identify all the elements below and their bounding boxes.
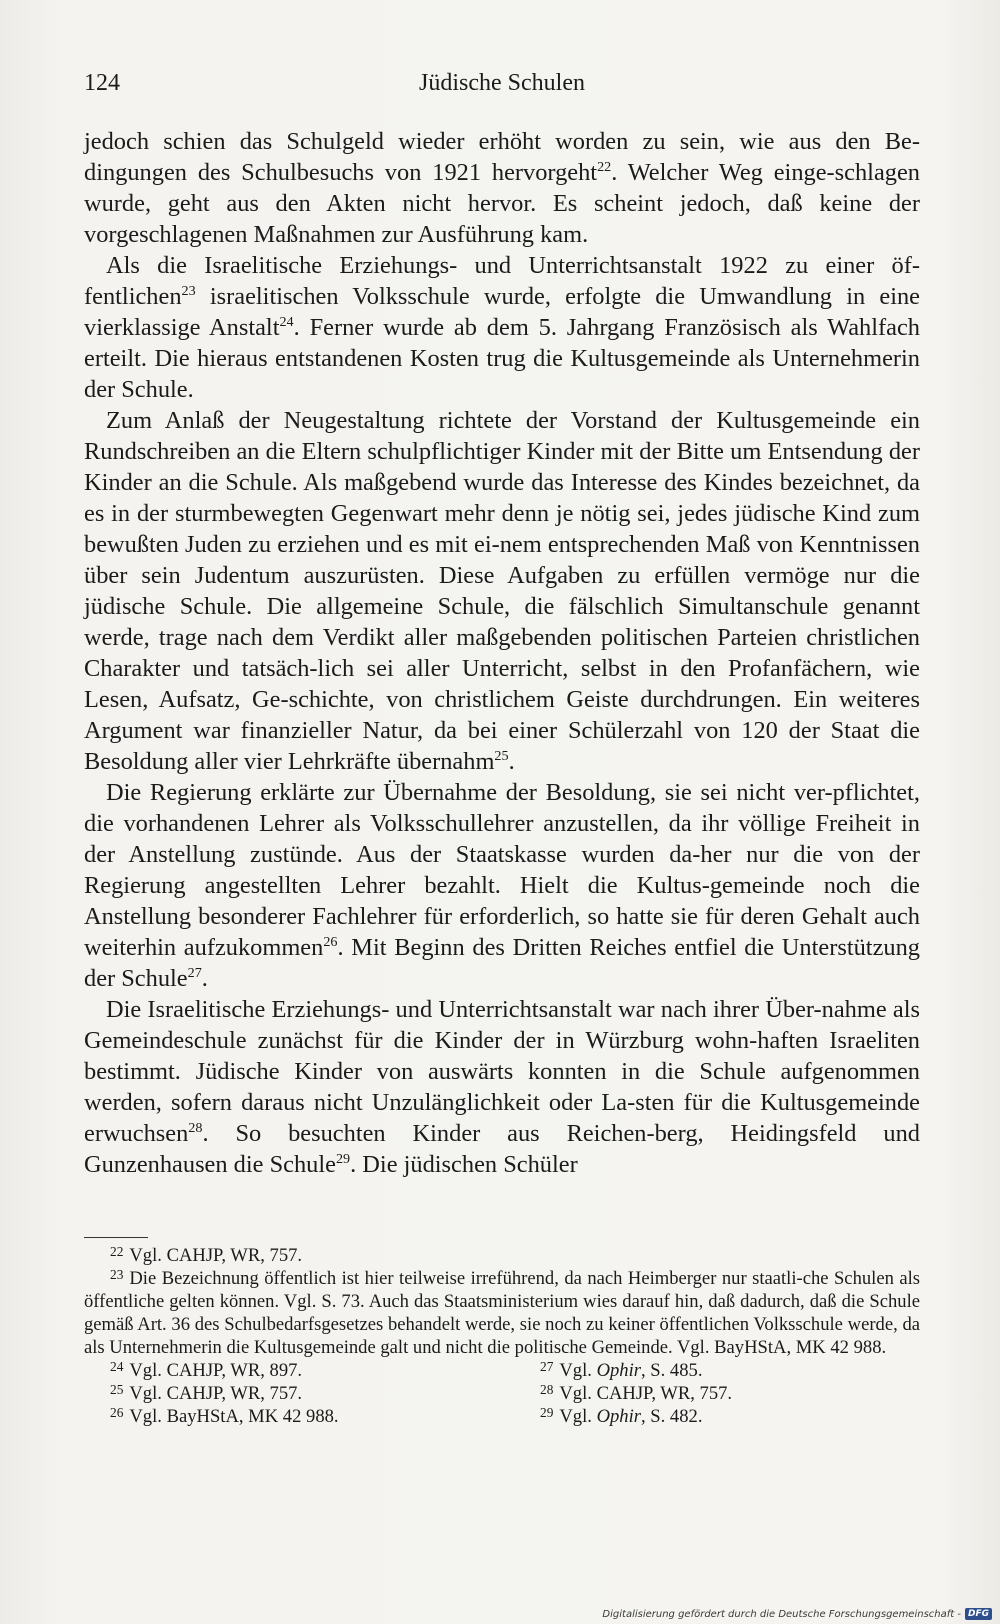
paragraph-1 bbox=[84, 126, 920, 250]
paragraph-5-text-c: . Die jüdischen Schüler bbox=[350, 1151, 578, 1178]
footnote-text-pre: Vgl. bbox=[559, 1406, 597, 1427]
footnote-text: Vgl. CAHJP, WR, 757. bbox=[559, 1383, 733, 1404]
paragraph-2 bbox=[84, 250, 920, 405]
footnote-29 bbox=[514, 1405, 920, 1428]
footnote-column-left bbox=[84, 1359, 514, 1428]
paragraph-1-text-b: . Welcher Weg einge-schlagen wurde, geht aus den Akten nicht hervor. Es scheint jedoch, daß keine der vorgeschlagenen Maßnahmen zur Ausführung kam. bbox=[84, 159, 920, 248]
footnote-22 bbox=[84, 1244, 920, 1267]
footnote-ref-25[interactable]: 25 bbox=[494, 748, 509, 765]
footnote-number: 23 bbox=[110, 1267, 124, 1283]
footnote-27 bbox=[514, 1359, 920, 1382]
paragraph-2-text-a: Als die Israelitische Erziehungs- und Unterrichtsanstalt 1922 zu einer öf-fentlichen bbox=[84, 252, 920, 310]
body-text bbox=[84, 126, 920, 1180]
digitization-credit-text: Digitalisierung gefördert durch die Deutsche Forschungsgemeinschaft - bbox=[602, 1608, 961, 1620]
footnote-ref-29[interactable]: 29 bbox=[335, 1151, 351, 1168]
footnote-text: Vgl. CAHJP, WR, 757. bbox=[129, 1383, 303, 1404]
footnote-number: 28 bbox=[540, 1382, 554, 1398]
paragraph-4-text-a: Die Regierung erklärte zur Übernahme der Besoldung, sie sei nicht ver-pflichtet, die vorhandenen Lehrer als Volksschullehrer anzustellen, da ihr völlige Freiheit in der Anstellung zustünde. Aus der Staatskasse wurden da-her nur die von der Regierung angestellten Lehrer bezahlt. Hielt die Kultus-gemeinde noch die Anstellung besonderer Fachlehrer für erforderlich, so hatte sie für deren Gehalt auch weiterhin aufzukommen bbox=[84, 779, 920, 961]
paragraph-2-text-c: . Ferner wurde ab dem 5. Jahrgang Französisch als Wahlfach erteilt. Die hieraus entstandenen Kosten trug die Kultusgemeinde als Unternehmerin der Schule. bbox=[84, 314, 920, 403]
dfg-logo-icon: DFG bbox=[965, 1608, 992, 1620]
paragraph-3-text-a: Zum Anlaß der Neugestaltung richtete der Vorstand der Kultusgemeinde ein Rundschreiben an die Eltern schulpflichtiger Kinder mit der Bitte um Entsendung der Kinder an die Schule. Als maßgebend wurde das Interesse des Kindes bezeichnet, da es in der sturmbewegten Gegenwart mehr denn je nötig sei, jedes jüdische Kind zum bewußten Juden zu erziehen und es mit ei-nem entsprechenden Maß von Kenntnissen über sein Judentum auszurüsten. Diese Aufgaben zu erfüllen vermöge nur die jüdische Schule. Die allgemeine Schule, die fälschlich Simultanschule genannt werde, trage nach dem Verdikt aller maßgebenden politischen Parteien christlichen Charakter und tatsäch-lich sei aller Unterricht, selbst in den Profanfächern, wie Lesen, Aufsatz, Ge-schichte, von christlichem Geiste durchdrungen. Ein weiteres Argument war finanzieller Natur, da bei einer Schülerzahl von 120 der Staat die Besoldung aller vier Lehrkräfte übernahm bbox=[84, 407, 920, 775]
footnotes bbox=[84, 1244, 920, 1428]
footnote-text: Vgl. CAHJP, WR, 757. bbox=[129, 1245, 303, 1266]
footnote-number: 22 bbox=[110, 1244, 124, 1260]
footnote-columns bbox=[84, 1359, 920, 1428]
paragraph-5-text-b: . So besuchten Kinder aus Reichen-berg, Heidingsfeld und Gunzenhausen die Schule bbox=[84, 1120, 920, 1178]
page-header bbox=[84, 70, 920, 100]
running-title: Jüdische Schulen bbox=[419, 70, 585, 96]
footnote-text: Vgl. CAHJP, WR, 897. bbox=[129, 1360, 303, 1381]
footnote-number: 25 bbox=[110, 1382, 124, 1398]
footnote-text-post: , S. 485. bbox=[641, 1360, 703, 1381]
footnote-number: 24 bbox=[110, 1359, 124, 1375]
paragraph-4 bbox=[84, 777, 920, 994]
page-number: 124 bbox=[84, 70, 120, 96]
footnote-ref-28[interactable]: 28 bbox=[188, 1120, 203, 1137]
footnote-italic-source: Ophir bbox=[596, 1360, 641, 1381]
footnote-italic-source: Ophir bbox=[596, 1406, 641, 1427]
paragraph-3-text-b: . bbox=[508, 748, 515, 775]
paragraph-4-text-c: . bbox=[201, 965, 208, 992]
footnote-ref-27[interactable]: 27 bbox=[187, 965, 202, 982]
footnote-text: Vgl. BayHStA, MK 42 988. bbox=[129, 1406, 339, 1427]
paragraph-4-text-b: . Mit Beginn des Dritten Reiches entfiel die Unterstützung der Schule bbox=[84, 934, 920, 992]
footnote-26 bbox=[84, 1405, 514, 1428]
paragraph-3 bbox=[84, 405, 920, 777]
footnote-28 bbox=[514, 1382, 920, 1405]
digitization-credit bbox=[602, 1608, 992, 1620]
footnote-column-right bbox=[514, 1359, 920, 1428]
footnote-ref-22[interactable]: 22 bbox=[597, 159, 612, 176]
footnote-text-pre: Vgl. bbox=[559, 1360, 597, 1381]
footnote-25 bbox=[84, 1382, 514, 1405]
paragraph-2-text-b: israelitischen Volksschule wurde, erfolgte die Umwandlung in eine vierklassige Anstalt bbox=[84, 283, 920, 341]
paragraph-1-text-a: jedoch schien das Schulgeld wieder erhöht worden zu sein, wie aus den Be-dingungen des Schulbesuchs von 1921 hervorgeht bbox=[84, 128, 920, 186]
footnote-number: 27 bbox=[540, 1359, 554, 1375]
footnote-text-post: , S. 482. bbox=[641, 1406, 703, 1427]
paragraph-5 bbox=[84, 994, 920, 1180]
paragraph-5-text-a: Die Israelitische Erziehungs- und Unterrichtsanstalt war nach ihrer Über-nahme als Gemeindeschule zunächst für die Kinder der in Würzburg wohn-haften Israeliten bestimmt. Jüdische Kinder von auswärts konnten in die Schule aufgenommen werden, sofern daraus nicht Unzulänglichkeit oder La-sten für die Kultusgemeinde erwuchsen bbox=[84, 996, 920, 1147]
footnote-ref-26[interactable]: 26 bbox=[323, 934, 338, 951]
footnote-ref-23[interactable]: 23 bbox=[181, 283, 196, 300]
footnote-divider bbox=[84, 1237, 148, 1238]
footnote-text: Die Bezeichnung öffentlich ist hier teilweise irreführend, da nach Heimberger nur staatli-che Schulen als öffentliche gelten können. Vgl. S. 73. Auch das Staatsministerium wies darauf hin, daß dadurch, daß die Schule gemäß Art. 36 des Schulbedarfsgesetzes behandelt werde, sie noch zu keiner öffentlichen Volksschule werde, da als Unternehmerin die Kultusgemeinde galt und nicht die politische Gemeinde. Vgl. BayHStA, MK 42 988. bbox=[84, 1268, 920, 1358]
footnote-ref-24[interactable]: 24 bbox=[279, 314, 294, 331]
footnote-23 bbox=[84, 1267, 920, 1359]
footnote-number: 26 bbox=[110, 1405, 124, 1421]
footnote-24 bbox=[84, 1359, 514, 1382]
footnote-number: 29 bbox=[540, 1405, 554, 1421]
